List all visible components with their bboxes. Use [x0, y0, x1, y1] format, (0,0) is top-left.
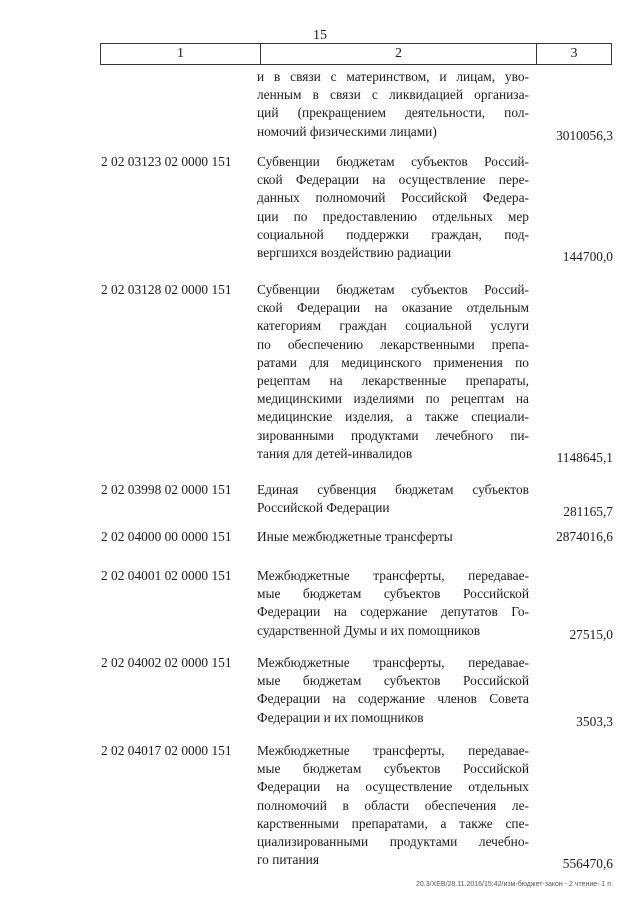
description-line: Российской Федерации: [257, 500, 390, 516]
row-description: [257, 68, 529, 141]
budget-code: 2 02 03123 02 0000 151: [101, 154, 232, 169]
description-line: Межбюджетные трансферты, передавае-: [257, 655, 529, 670]
description-line: номочий физическими лицами): [257, 123, 437, 139]
row-description: [257, 528, 529, 546]
description-line: Федерации на содержание депутатов Го-: [257, 604, 529, 620]
budget-code: 2 02 04001 02 0000 151: [101, 568, 232, 583]
column-header-2: 2: [261, 44, 537, 64]
amount-value: 281165,7: [563, 504, 613, 520]
row-description: [257, 281, 529, 463]
description-line: карственными препаратами, а также спе-: [257, 815, 529, 831]
budget-code: 2 02 04000 00 0000 151: [101, 529, 232, 544]
description-line: зированными продуктами лечебного пи-: [257, 427, 529, 443]
description-line: полномочий в области обеспечения ле-: [257, 797, 529, 813]
description-line: по обеспечению лекарственными препа-: [257, 336, 529, 352]
amount-value: 2874016,6: [556, 529, 613, 544]
row-description: [257, 654, 529, 727]
description-line: мые бюджетам субъектов Российской: [257, 761, 529, 777]
description-line: рецептам на лекарственные препараты,: [257, 372, 529, 388]
description-line: го питания: [257, 852, 319, 868]
description-line: ской Федерации на оказание отдельным: [257, 300, 529, 316]
page-number: 15: [313, 28, 327, 43]
description-line: и в связи с материнством, и лицам, уво-: [257, 69, 529, 84]
description-line: тания для детей-инвалидов: [257, 445, 413, 461]
budget-code: 2 02 04002 02 0000 151: [101, 655, 232, 670]
table-header: [100, 43, 612, 65]
column-header-3: 3: [570, 46, 578, 61]
description-line: Субвенции бюджетам субъектов Россий-: [257, 154, 529, 169]
amount-value: 3010056,3: [556, 127, 613, 143]
description-line: Субвенции бюджетам субъектов Россий-: [257, 282, 529, 297]
description-line: ций (прекращением деятельности, пол-: [257, 105, 529, 121]
description-line: категориям граждан социальной услуги: [257, 318, 529, 334]
description-line: Межбюджетные трансферты, передавае-: [257, 568, 529, 583]
row-description: [257, 481, 529, 517]
amount-value: 3503,3: [576, 713, 613, 729]
description-line: медицинские изделия, а также специали-: [257, 409, 529, 425]
description-line: социальной поддержки граждан, под-: [257, 226, 529, 242]
description-line: Единая субвенция бюджетам субъектов: [257, 482, 529, 497]
description-line: Федерации на содержание членов Совета: [257, 691, 529, 707]
description-line: Федерации и их помощников: [257, 709, 424, 725]
description-line: вергшихся воздействию радиации: [257, 244, 452, 260]
amount-value: 1148645,1: [556, 449, 613, 465]
description-line: мые бюджетам субъектов Российской: [257, 673, 529, 689]
document-footer: 20.3/XEB/28.11.2016/15:42/изм-бюджет-закон - 2 чтение- 1 п.: [416, 881, 614, 888]
description-line: циализированными продуктами лечебно-: [257, 833, 529, 849]
row-description: [257, 742, 529, 869]
description-line: ленным в связи с ликвидацией организа-: [257, 87, 529, 103]
column-header-1: 1: [101, 44, 261, 64]
description-line: сударственной Думы и их помощников: [257, 622, 481, 638]
budget-code: 2 02 03128 02 0000 151: [101, 282, 232, 297]
description-line: Иные межбюджетные трансферты: [257, 529, 453, 544]
row-description: [257, 567, 529, 640]
description-line: мые бюджетам субъектов Российской: [257, 586, 529, 602]
description-line: ской Федерации на осуществление пере-: [257, 172, 529, 188]
amount-value: 556470,6: [562, 856, 613, 872]
description-line: медицинскими изделиями по рецептам на: [257, 391, 529, 407]
description-line: ратами для медицинского применения по: [257, 354, 529, 370]
amount-value: 27515,0: [569, 626, 613, 642]
budget-code: 2 02 03998 02 0000 151: [101, 482, 232, 497]
description-line: Федерации на осуществление отдельных: [257, 779, 529, 795]
description-line: данных полномочий Российской Федера-: [257, 190, 529, 206]
description-line: ции по предоставлению отдельных мер: [257, 208, 529, 224]
description-line: Межбюджетные трансферты, передавае-: [257, 743, 529, 758]
row-description: [257, 153, 529, 262]
amount-value: 144700,0: [562, 249, 613, 264]
budget-code: 2 02 04017 02 0000 151: [101, 743, 232, 758]
